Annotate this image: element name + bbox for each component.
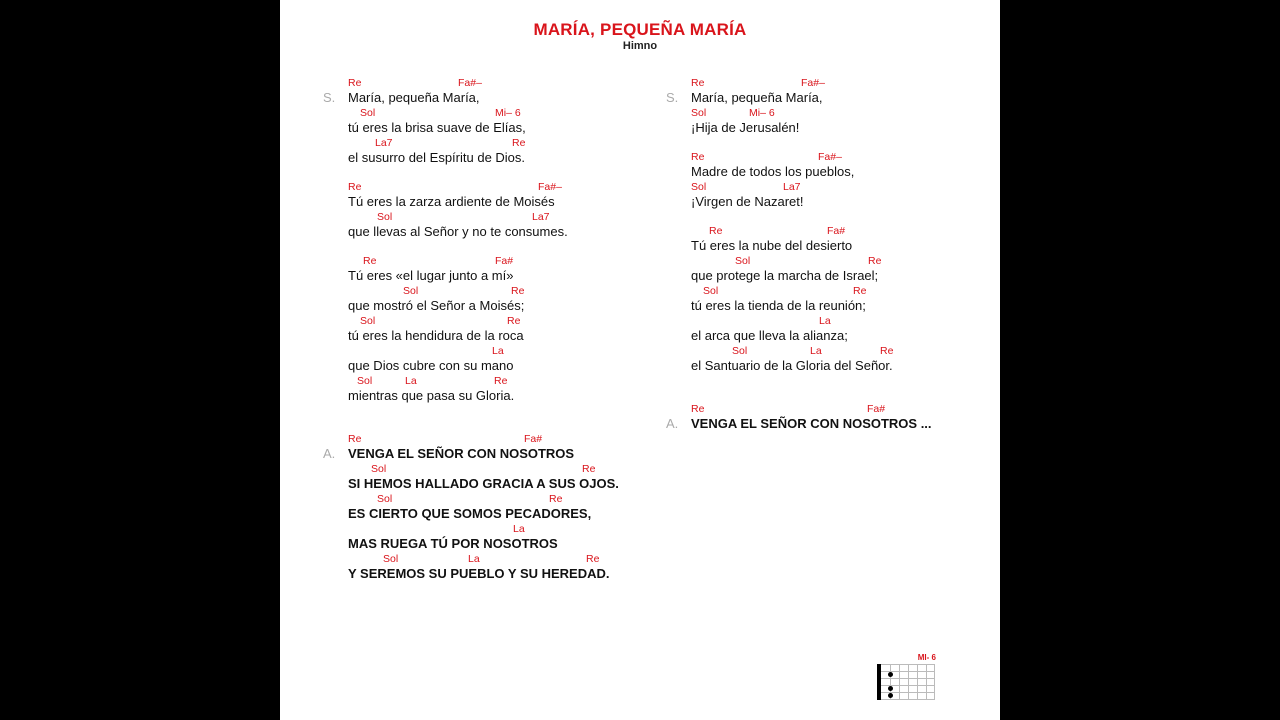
chord-label: Re <box>348 433 362 445</box>
lyric-line: VENGA EL SEÑOR CON NOSOTROS ... <box>691 416 932 431</box>
chord-label: Sol <box>360 107 376 119</box>
chord-label: Sol <box>371 463 387 475</box>
lyric-line: que mostró el Señor a Moisés; <box>348 298 525 313</box>
chord-diagram-label: MI- 6 <box>917 653 936 662</box>
song-sheet-page <box>280 0 1000 720</box>
chord-label: Fa#– <box>458 77 482 89</box>
chord-label: La <box>819 315 831 327</box>
song-title: MARÍA, PEQUEÑA MARÍA <box>533 20 747 39</box>
lyric-line: Tú eres la nube del desierto <box>691 238 853 253</box>
lyric-line: Tú eres «el lugar junto a mí» <box>348 268 514 283</box>
chord-label: Re <box>868 255 882 267</box>
chord-label: Fa#– <box>818 151 842 163</box>
chord-label: Re <box>348 181 362 193</box>
lyric-line: Y SEREMOS SU PUEBLO Y SU HEREDAD. <box>348 566 610 581</box>
chord-label: Sol <box>383 553 399 565</box>
chord-label: Fa# <box>524 433 543 445</box>
fretboard-grid <box>881 664 935 700</box>
chord-label: Fa# <box>867 403 886 415</box>
chord-label: Re <box>507 315 521 327</box>
chord-label: Re <box>709 225 723 237</box>
chord-label: La <box>513 523 525 535</box>
lyric-line: SI HEMOS HALLADO GRACIA A SUS OJOS. <box>348 476 619 491</box>
chord-label: Re <box>691 77 705 89</box>
chord-label: La7 <box>375 137 393 149</box>
soloist-marker: S. <box>323 90 336 105</box>
chord-label: Re <box>511 285 525 297</box>
assembly-marker: A. <box>323 446 336 461</box>
chord-label: Re <box>348 77 362 89</box>
lyric-line: el arca que lleva la alianza; <box>691 328 848 343</box>
chord-label: Mi– 6 <box>749 107 775 119</box>
lyric-line: tú eres la hendidura de la roca <box>348 328 524 343</box>
soloist-marker: S. <box>666 90 679 105</box>
lyric-line: Tú eres la zarza ardiente de Moisés <box>348 194 555 209</box>
chord-label: La <box>492 345 504 357</box>
lyric-line: que Dios cubre con su mano <box>348 358 514 373</box>
lyric-line: el susurro del Espíritu de Dios. <box>348 150 526 165</box>
chord-label: Fa#– <box>801 77 825 89</box>
chord-label: Re <box>691 403 705 415</box>
lyric-line: ES CIERTO QUE SOMOS PECADORES, <box>348 506 592 521</box>
lyric-line: VENGA EL SEÑOR CON NOSOTROS <box>348 446 575 461</box>
chord-label: Sol <box>703 285 719 297</box>
finger-dot <box>888 672 893 677</box>
chord-label: Sol <box>357 375 373 387</box>
chord-label: Sol <box>360 315 376 327</box>
chord-label: Sol <box>691 181 707 193</box>
chord-diagram <box>876 653 938 703</box>
chord-label: Mi– 6 <box>495 107 521 119</box>
chord-label: Sol <box>691 107 707 119</box>
chord-label: Sol <box>403 285 419 297</box>
chord-label: Re <box>549 493 563 505</box>
chord-label: La7 <box>783 181 801 193</box>
chord-label: Re <box>880 345 894 357</box>
chord-label: La <box>810 345 822 357</box>
chord-label: Re <box>853 285 867 297</box>
finger-dot <box>888 693 893 698</box>
chord-label: Re <box>494 375 508 387</box>
lyric-line: el Santuario de la Gloria del Señor. <box>691 358 893 373</box>
lyric-line: MAS RUEGA TÚ POR NOSOTROS <box>348 536 558 551</box>
chord-label: Sol <box>377 493 393 505</box>
lyric-line: María, pequeña María, <box>348 90 480 105</box>
chord-label: La <box>468 553 480 565</box>
chord-label: Re <box>582 463 596 475</box>
chord-label: Re <box>586 553 600 565</box>
chord-label: Re <box>691 151 705 163</box>
lyric-line: tú eres la brisa suave de Elías, <box>348 120 526 135</box>
lyric-line: ¡Virgen de Nazaret! <box>691 194 804 209</box>
chord-label: La <box>405 375 417 387</box>
lyric-line: María, pequeña María, <box>691 90 823 105</box>
chord-label: Fa# <box>827 225 846 237</box>
finger-dot <box>888 686 893 691</box>
chord-label: Sol <box>735 255 751 267</box>
lyric-line: mientras que pasa su Gloria. <box>348 388 515 403</box>
chord-label: Fa# <box>495 255 514 267</box>
chord-label: Re <box>512 137 526 149</box>
song-subtitle: Himno <box>622 40 658 52</box>
lyric-line: que llevas al Señor y no te consumes. <box>348 224 568 239</box>
chord-label: La7 <box>532 211 550 223</box>
chord-label: Sol <box>377 211 393 223</box>
assembly-marker: A. <box>666 416 679 431</box>
chord-label: Re <box>363 255 377 267</box>
lyric-line: tú eres la tienda de la reunión; <box>691 298 866 313</box>
chord-label: Fa#– <box>538 181 562 193</box>
lyric-line: Madre de todos los pueblos, <box>691 164 855 179</box>
lyric-line: ¡Hija de Jerusalén! <box>691 120 800 135</box>
lyric-line: que protege la marcha de Israel; <box>691 268 879 283</box>
chord-label: Sol <box>732 345 748 357</box>
